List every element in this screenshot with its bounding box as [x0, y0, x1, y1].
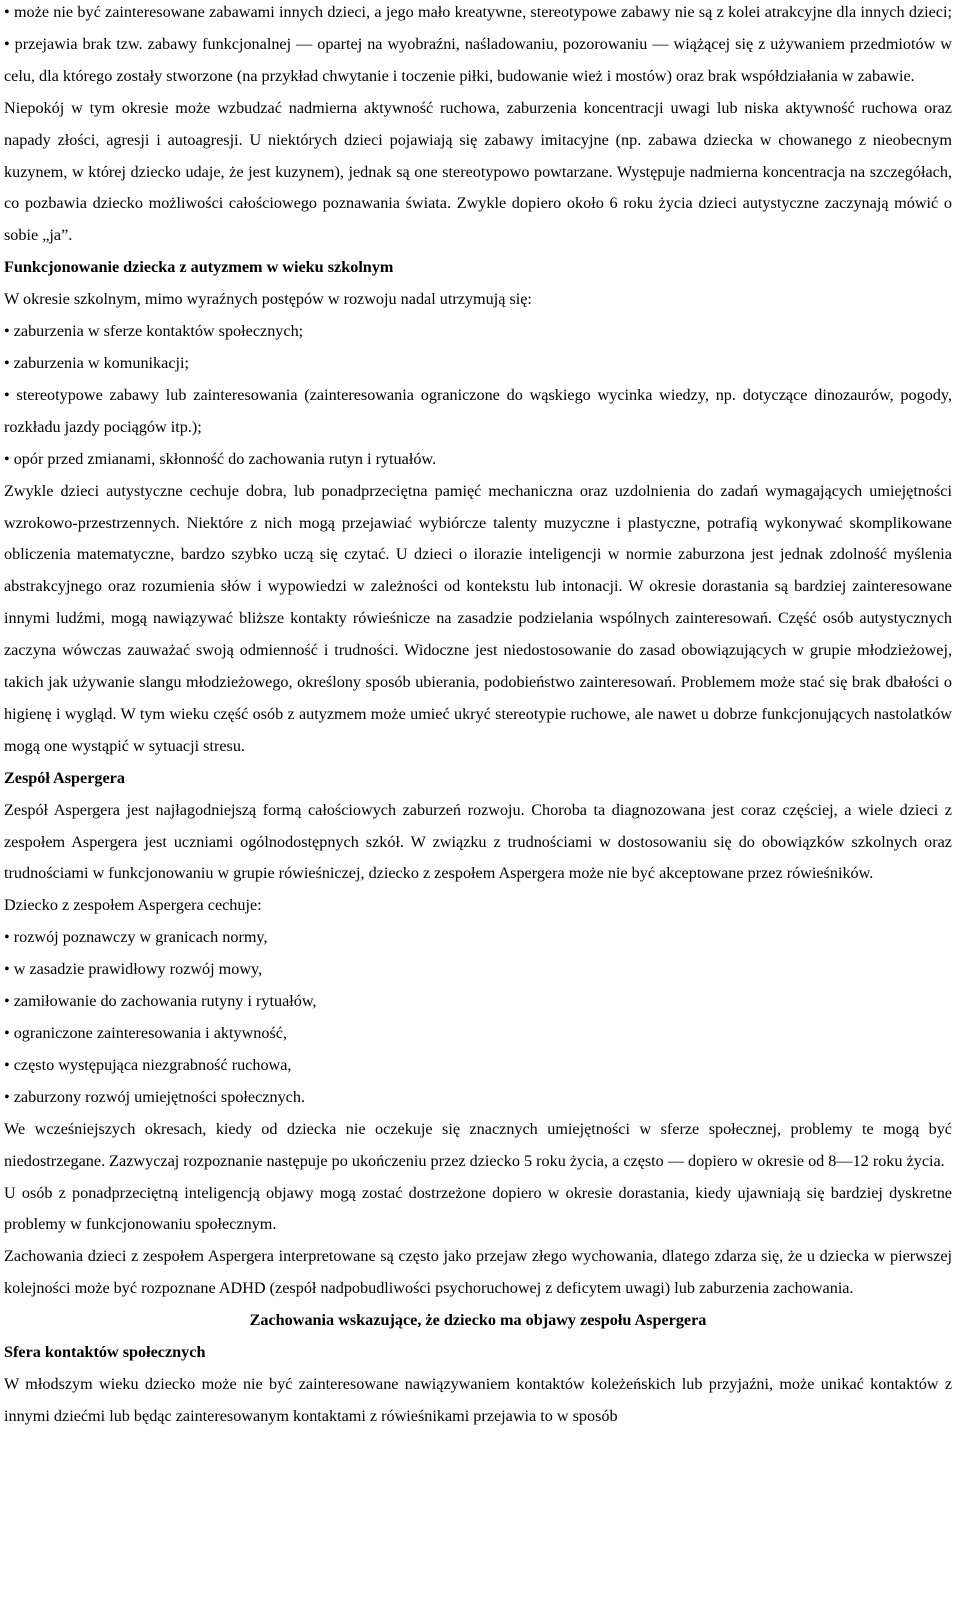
heading-behaviors: Zachowania wskazujące, że dziecko ma objawy zespołu Aspergera	[249, 1311, 707, 1330]
list-item: • ograniczone zainteresowania i aktywność,	[4, 1024, 287, 1042]
list-item: • zaburzenia w komunikacji;	[4, 353, 190, 372]
paragraph-asperger-traits: Dziecko z zespołem Aspergera cechuje:	[4, 896, 262, 915]
paragraph-anxiety: Niepokój w tym okresie może wzbudzać nadmierna aktywność ruchowa, zaburzenia koncentracji uwagi lub niska aktywność ruchowa oraz napady złości, agresji i autoagresji. U niektórych dzieci pojawiają się zabawy imitacyjne (np. zabawa dziecka w chowanego z nieobecnym kuzynem, w której dziecko udaje, że jest kuzynem), jednak są one stereotypowo powtarzane. Występuje nadmierna koncentracja na szczegółach, co pozbawia dziecko możliwości całościowego poznawania świata. Zwykle dopiero około 6 roku życia dzieci autystyczne zaczynają mówić o sobie „ja”.	[4, 98, 952, 245]
paragraph-early-periods: We wcześniejszych okresach, kiedy od dziecka nie oczekuje się znacznych umiejętności w sferze społecznej, problemy te mogą być niedostrzegane. Zazwyczaj rozpoznanie następuje po ukończeniu przez dziecko 5 roku życia, a często — dopiero w okresie od 8—12 roku życia.	[4, 1119, 952, 1170]
paragraph-asperger-intro: Zespół Aspergera jest najłagodniejszą formą całościowych zaburzeń rozwoju. Choroba ta diagnozowana jest coraz częściej, a wiele dzieci z zespołem Aspergera jest uczniami ogólnodostępnych szkół. W związku z trudnościami w dostosowaniu się do obowiązków szkolnych oraz trudnościami w funkcjonowaniu w grupie rówieśniczej, dziecko z zespołem Aspergera może nie być akceptowane przez rówieśników.	[4, 800, 952, 883]
bullet-paragraph-play: • może nie być zainteresowane zabawami innych dzieci, a jego mało kreatywne, stereotypowe zabawy nie są z kolei atrakcyjne dla innych dzieci; • przejawia brak tzw. zabawy funkcjonalnej — opartej na wyobraźni, naśladowaniu, pozorowaniu — wiążącej się z używaniem przedmiotów w celu, dla którego zostały stworzone (na przykład chwytanie i toczenie piłki, budowanie wież i mostów) oraz brak współdziałania w zabawie.	[4, 3, 952, 85]
list-item: • w zasadzie prawidłowy rozwój mowy,	[4, 960, 263, 979]
paragraph-misinterpretation: Zachowania dzieci z zespołem Aspergera interpretowane są często jako przejaw złego wychowania, dlatego zdarza się, że u dziecka w pierwszej kolejności może być rozpoznane ADHD (zespół nadpobudliwości psychoruchowej z deficytem uwagi) lub zaburzenia zachowania.	[4, 1247, 952, 1298]
list-item: • zaburzony rozwój umiejętności społecznych.	[4, 1087, 305, 1106]
list-item: • zamiłowanie do zachowania rutyny i rytuałów,	[4, 992, 317, 1011]
heading-social-sphere: Sfera kontaktów społecznych	[4, 1343, 206, 1362]
list-item: • stereotypowe zabawy lub zainteresowania (zainteresowania ograniczone do wąskiego wycinka wiedzy, np. dotyczące dinozaurów, pogody, rozkładu jazdy pociągów itp.);	[4, 385, 952, 436]
list-item: • rozwój poznawczy w granicach normy,	[4, 928, 268, 947]
list-item: • często występująca niezgrabność ruchowa,	[4, 1055, 292, 1074]
paragraph-school-intro: W okresie szkolnym, mimo wyraźnych postępów w rozwoju nadal utrzymują się:	[4, 290, 532, 309]
paragraph-social-contacts: W młodszym wieku dziecko może nie być zainteresowane nawiązywaniem kontaktów koleżeńskich lub przyjaźni, może unikać kontaktów z innymi dziećmi lub będąc zainteresowanym kontaktami z rówieśnikami przejawia to w sposób	[4, 1374, 952, 1425]
heading-school-age: Funkcjonowanie dziecka z autyzmem w wieku szkolnym	[4, 258, 394, 277]
heading-asperger: Zespół Aspergera	[4, 768, 125, 787]
paragraph-high-intelligence: U osób z ponadprzeciętną inteligencją objawy mogą zostać dostrzeżone dopiero w okresie dorastania, kiedy ujawniają się bardziej dyskretne problemy w funkcjonowaniu społecznym.	[4, 1183, 952, 1234]
list-item: • zaburzenia w sferze kontaktów społecznych;	[4, 322, 304, 341]
paragraph-abilities: Zwykle dzieci autystyczne cechuje dobra, lub ponadprzeciętna pamięć mechaniczna oraz uzdolnienia do zadań wymagających umiejętności wzrokowo-przestrzennych. Niektóre z nich mogą przejawiać wybiórcze talenty muzyczne i plastyczne, potrafią wykonywać skomplikowane obliczenia matematyczne, bardzo szybko uczą się czytać. U dzieci o ilorazie inteligencji w normie zaburzona jest jednak zdolność myślenia abstrakcyjnego oraz rozumienia słów i wypowiedzi w zależności od kontekstu lub intonacji. W okresie dorastania są bardziej zainteresowane innymi ludźmi, mogą nawiązywać bliższe kontakty rówieśnicze na zasadzie podzielania wspólnych zainteresowań. Część osób autystycznych zaczyna wówczas zauważać swoją odmienność i trudności. Widoczne jest niedostosowanie do zasad obowiązujących w grupie młodzieżowej, takich jak używanie slangu młodzieżowego, określony sposób ubierania, podobieństwo zainteresowań. Problemem może stać się brak dbałości o higienę i wygląd. W tym wieku część osób z autyzmem może umieć ukryć stereotypie ruchowe, ale nawet u dobrze funkcjonujących nastolatków mogą one wystąpić w sytuacji stresu.	[4, 481, 952, 755]
list-item: • opór przed zmianami, skłonność do zachowania rutyn i rytuałów.	[4, 449, 437, 468]
